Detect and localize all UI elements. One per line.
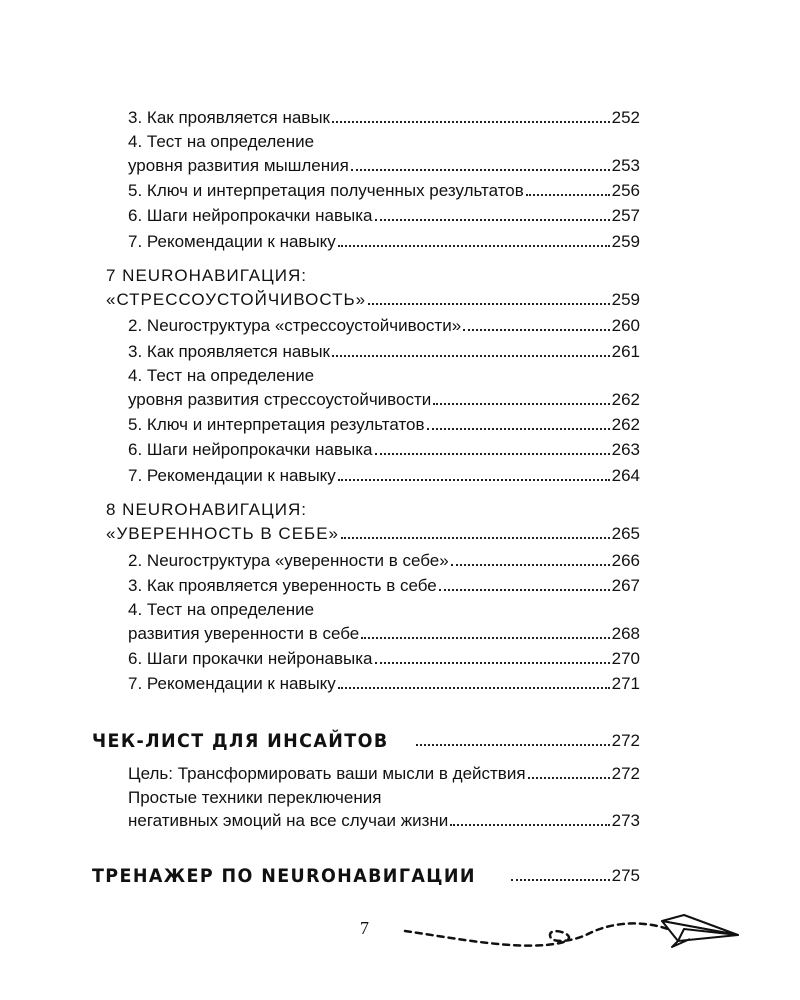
page-ref: 271 (611, 674, 640, 693)
page-ref: 253 (611, 156, 640, 175)
toc-entry[interactable]: 7. Рекомендации к навыку 264 (128, 466, 640, 485)
dashed-flight-path (405, 923, 668, 945)
paper-plane (662, 915, 738, 947)
toc-entry[interactable]: 3. Как проявляется навык 261 (128, 342, 640, 361)
toc-entry[interactable]: негативных эмоций на все случаи жизни 273 (128, 811, 640, 830)
dot-leader (361, 637, 609, 639)
dot-leader (338, 687, 610, 689)
page-ref: 259 (611, 232, 640, 251)
dot-leader (375, 662, 610, 664)
page-number: 7 (360, 918, 369, 938)
toc-entry[interactable]: 6. Шаги нейропрокачки навыка 263 (128, 440, 640, 459)
page-ref: 256 (611, 181, 640, 200)
dot-leader (341, 537, 610, 539)
toc-entry-first-line[interactable]: 4. Тест на определение (128, 366, 315, 385)
section-heading-first-line[interactable]: 8 NEUROНАВИГАЦИЯ: (106, 500, 307, 519)
section-heading[interactable]: «СТРЕССОУСТОЙЧИВОСТЬ» 259 (106, 290, 640, 309)
page-ref: 257 (611, 206, 640, 225)
page-ref: 260 (611, 316, 640, 335)
toc-entry[interactable]: 3. Как проявляется навык 252 (128, 108, 640, 127)
toc-entry[interactable]: уровня развития мышления 253 (128, 156, 640, 175)
toc-entry-first-line[interactable]: Простые техники переключения (128, 788, 382, 807)
toc-entry[interactable]: 7. Рекомендации к навыку 271 (128, 674, 640, 693)
page-ref: 264 (611, 466, 640, 485)
page-ref: 270 (611, 649, 640, 668)
toc-entry[interactable]: 6. Шаги прокачки нейронавыка 270 (128, 649, 640, 668)
toc-entry-first-line[interactable]: 4. Тест на определение (128, 132, 315, 151)
toc-entry[interactable]: 2. Neuroструктура «стрессоустойчивости» 260 (128, 316, 640, 335)
chapter-heading-checklist[interactable]: ЧЕК-ЛИСТ ДЛЯ ИНСАЙТОВ 272 (92, 730, 640, 752)
page-ref: 266 (611, 551, 640, 570)
page-ref: 263 (611, 440, 640, 459)
page-ref: 267 (611, 576, 640, 595)
section-heading[interactable]: «УВЕРЕННОСТЬ В СЕБЕ» 265 (106, 524, 640, 543)
dot-leader (351, 169, 610, 171)
toc-entry[interactable]: уровня развития стрессоустойчивости 262 (128, 390, 640, 409)
dot-leader (433, 403, 609, 405)
dot-leader (332, 121, 610, 123)
toc-entry[interactable]: Цель: Трансформировать ваши мысли в действия 272 (128, 764, 640, 783)
chapter-heading-trainer[interactable]: ТРЕНАЖЕР ПО NEUROНАВИГАЦИИ 275 (92, 865, 640, 887)
dot-leader (375, 219, 610, 221)
dot-leader (463, 329, 609, 331)
dot-leader (332, 355, 610, 357)
page-ref: 262 (611, 415, 640, 434)
dot-leader (511, 879, 609, 881)
page-ref: 252 (611, 108, 640, 127)
dot-leader (528, 777, 610, 779)
page-ref: 265 (611, 524, 640, 543)
page-ref: 268 (611, 624, 640, 643)
page-ref: 272 (611, 731, 640, 750)
dot-leader (338, 245, 610, 247)
dot-leader (427, 428, 610, 430)
dot-leader (526, 194, 610, 196)
page-ref: 272 (611, 764, 640, 783)
dot-leader (439, 589, 610, 591)
section-heading-first-line[interactable]: 7 NEUROНАВИГАЦИЯ: (106, 266, 307, 285)
toc-entry[interactable]: развития уверенности в себе 268 (128, 624, 640, 643)
page-ref: 259 (611, 290, 640, 309)
page-ref: 262 (611, 390, 640, 409)
dot-leader (416, 744, 609, 746)
page-ref: 273 (611, 811, 640, 830)
toc-entry[interactable]: 6. Шаги нейропрокачки навыка 257 (128, 206, 640, 225)
page-ref: 275 (611, 866, 640, 885)
toc-entry[interactable]: 5. Ключ и интерпретация полученных результатов 256 (128, 181, 640, 200)
dot-leader (375, 453, 610, 455)
toc-entry[interactable]: 3. Как проявляется уверенность в себе 267 (128, 576, 640, 595)
toc-entry-first-line[interactable]: 4. Тест на определение (128, 600, 315, 619)
dot-leader (451, 564, 610, 566)
toc-entry[interactable]: 7. Рекомендации к навыку 259 (128, 232, 640, 251)
dot-leader (368, 303, 610, 305)
dot-leader (450, 824, 609, 826)
page-ref: 261 (611, 342, 640, 361)
paper-plane-icon (400, 905, 740, 955)
toc-entry[interactable]: 5. Ключ и интерпретация результатов 262 (128, 415, 640, 434)
toc-entry[interactable]: 2. Neuroструктура «уверенности в себе» 266 (128, 551, 640, 570)
dot-leader (338, 479, 610, 481)
